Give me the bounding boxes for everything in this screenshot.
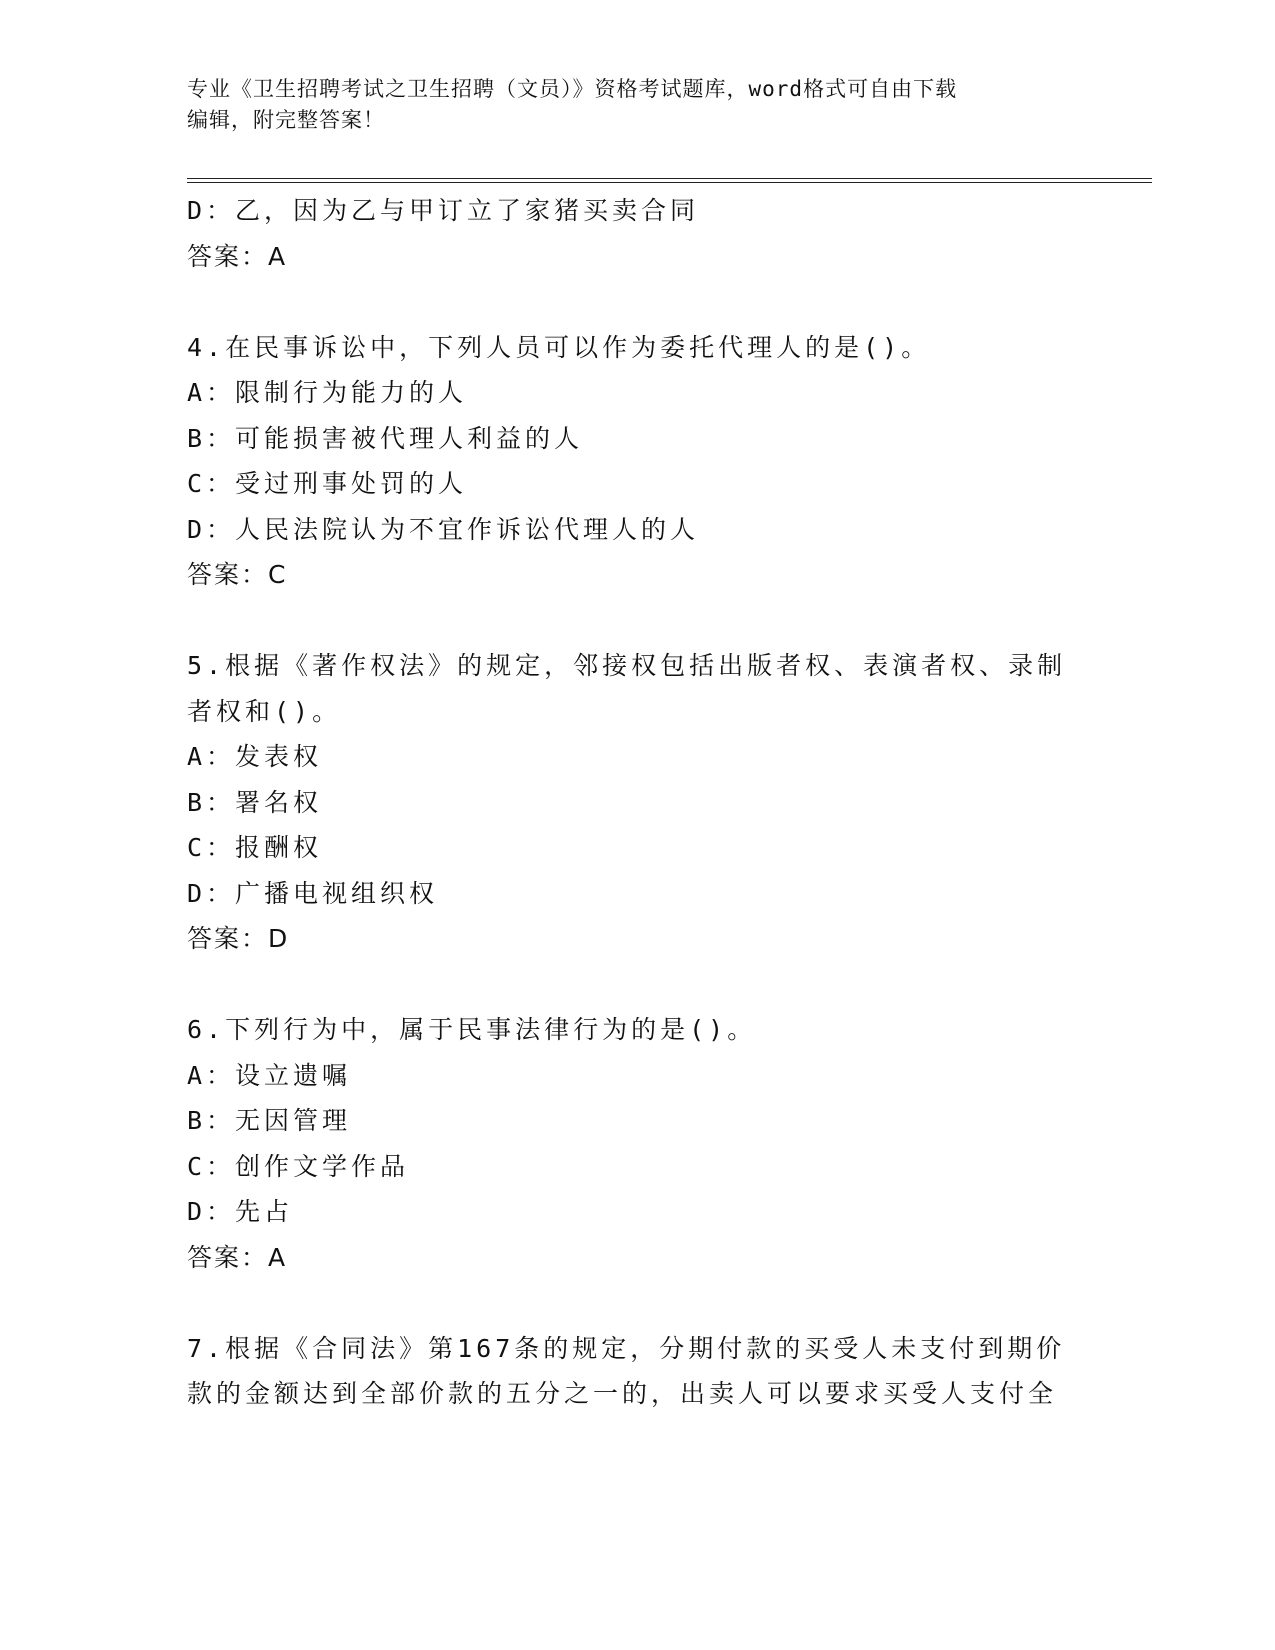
header-divider [187,178,1152,183]
spacer [187,279,1067,325]
option-d: D：先占 [187,1197,294,1226]
question-stem-line: 者权和()。 [187,696,342,726]
carryover-option-d: D：乙，因为乙与甲订立了家猪买卖合同 [187,196,700,225]
question-stem-line: 7.根据《合同法》第167条的规定，分期付款的买受人未支付到期价 [187,1333,1066,1363]
header-title-line-2: 编辑，附完整答案！ [187,108,385,132]
spacer [187,962,1067,1008]
question-content [187,188,1067,1417]
answer-line: 答案：A [187,1242,288,1272]
spacer [187,1280,1067,1326]
spacer [187,598,1067,644]
question-stem-line: 6.下列行为中，属于民事法律行为的是()。 [187,1015,757,1044]
option-d: D：人民法院认为不宜作诉讼代理人的人 [187,514,700,544]
question-4 [187,325,1067,598]
question-6 [187,1007,1067,1280]
question-stem-line: 5.根据《著作权法》的规定，邻接权包括出版者权、表演者权、录制 [187,651,1067,680]
question-7 [187,1326,1067,1417]
option-a: A：限制行为能力的人 [187,378,468,407]
option-b: B：署名权 [187,787,323,817]
document-header [187,74,1077,136]
option-c: C：受过刑事处罚的人 [187,469,468,498]
question-stem-line: 款的金额达到全部价款的五分之一的，出卖人可以要求买受人支付全 [187,1379,1058,1408]
carryover-answer: 答案：A [187,241,288,271]
header-title-line-1: 专业《卫生招聘考试之卫生招聘（文员）》资格考试题库，word格式可自由下载 [187,77,958,101]
option-a: A：设立遗嘱 [187,1060,352,1090]
option-c: C：报酬权 [187,833,323,862]
question-stem-line: 4.在民事诉讼中，下列人员可以作为委托代理人的是()。 [187,332,931,362]
option-b: B：可能损害被代理人利益的人 [187,423,584,453]
answer-line: 答案：C [187,560,288,589]
option-d: D：广播电视组织权 [187,878,439,908]
option-a: A：发表权 [187,742,323,771]
answer-line: 答案：D [187,924,290,953]
option-b: B：无因管理 [187,1106,352,1135]
question-5 [187,643,1067,962]
option-c: C：创作文学作品 [187,1151,410,1181]
